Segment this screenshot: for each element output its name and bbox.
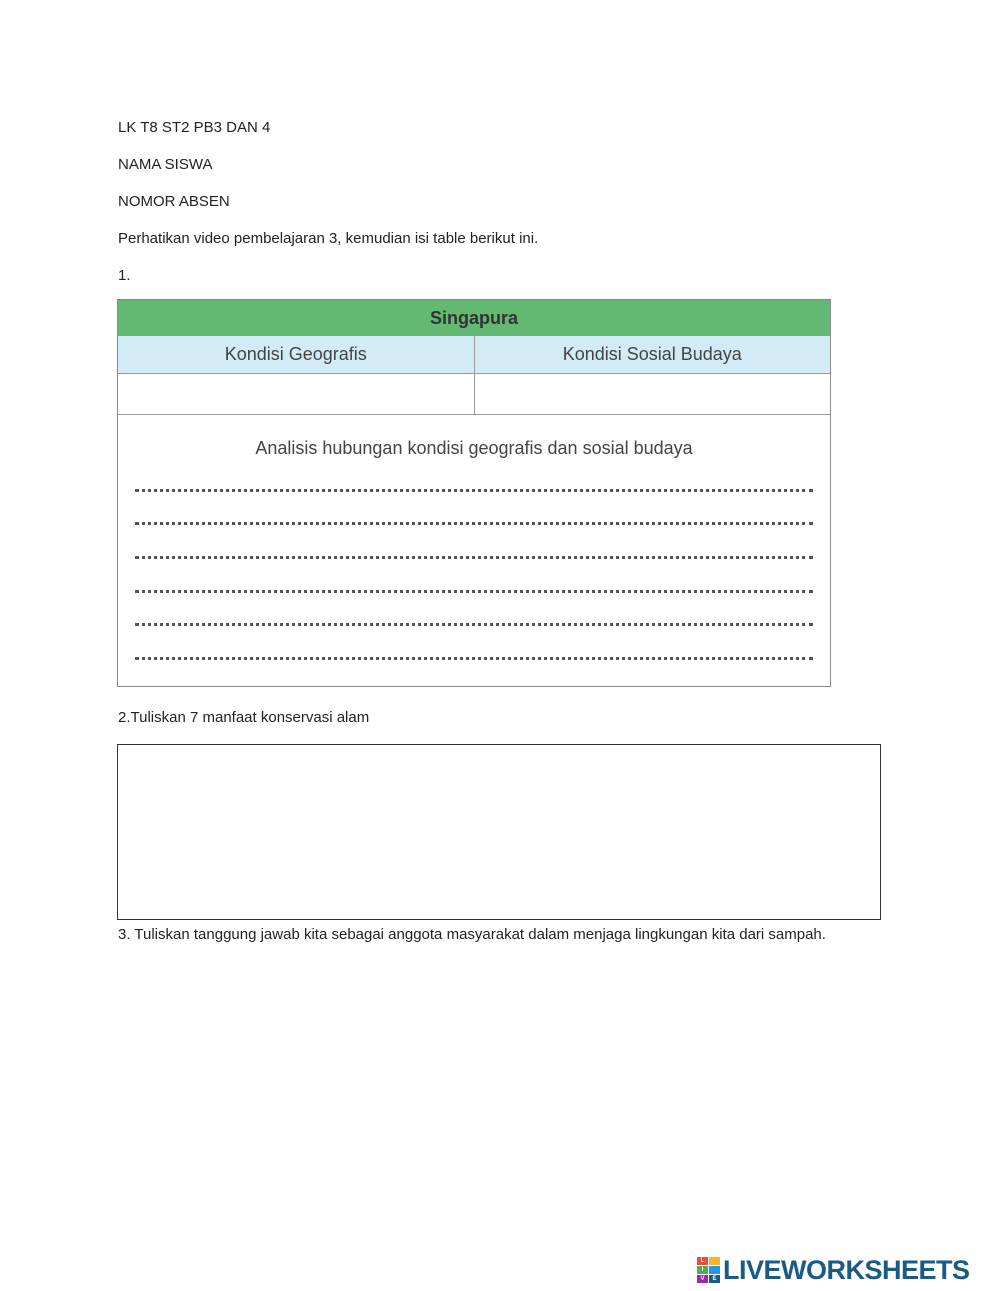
question-1-number: 1. xyxy=(118,267,131,284)
logo-letter xyxy=(709,1266,720,1274)
logo-letter: I xyxy=(697,1266,708,1274)
liveworksheets-logo xyxy=(697,1254,970,1286)
student-name-label: NAMA SISWA xyxy=(118,156,213,173)
analysis-label: Analisis hubungan kondisi geografis dan sosial budaya xyxy=(255,438,693,458)
answer-cell-geografis[interactable] xyxy=(118,373,474,414)
dotted-answer-line[interactable] xyxy=(135,623,813,626)
column-header-sosial-budaya: Kondisi Sosial Budaya xyxy=(474,336,831,373)
question-2-answer-box[interactable] xyxy=(117,744,881,920)
absent-number-label: NOMOR ABSEN xyxy=(118,193,230,210)
logo-letter: L xyxy=(697,1257,708,1265)
instruction-text: Perhatikan video pembelajaran 3, kemudian isi table berikut ini. xyxy=(118,230,539,247)
dotted-answer-line[interactable] xyxy=(135,489,813,492)
question-2-text: 2.Tuliskan 7 manfaat konservasi alam xyxy=(118,709,370,726)
question-3-text: 3. Tuliskan tanggung jawab kita sebagai anggota masyarakat dalam menjaga lingkungan kita dari sampah. xyxy=(118,926,826,943)
answer-cell-sosial-budaya[interactable] xyxy=(474,373,831,414)
dotted-answer-line[interactable] xyxy=(135,590,813,593)
singapura-table xyxy=(117,299,831,687)
logo-letter: E xyxy=(709,1275,720,1283)
table-title: Singapura xyxy=(118,300,830,337)
dotted-answer-line[interactable] xyxy=(135,522,813,525)
table-answer-row xyxy=(118,373,830,415)
logo-text: LIVEWORKSHEETS xyxy=(723,1254,970,1285)
dotted-answer-line[interactable] xyxy=(135,657,813,660)
logo-letter xyxy=(709,1257,720,1265)
logo-letter: V xyxy=(697,1275,708,1283)
logo-mark-icon xyxy=(697,1257,720,1283)
column-header-geografis: Kondisi Geografis xyxy=(224,344,367,364)
table-column-headers xyxy=(118,336,830,374)
worksheet-code: LK T8 ST2 PB3 DAN 4 xyxy=(118,119,271,136)
dotted-answer-line[interactable] xyxy=(135,556,813,559)
